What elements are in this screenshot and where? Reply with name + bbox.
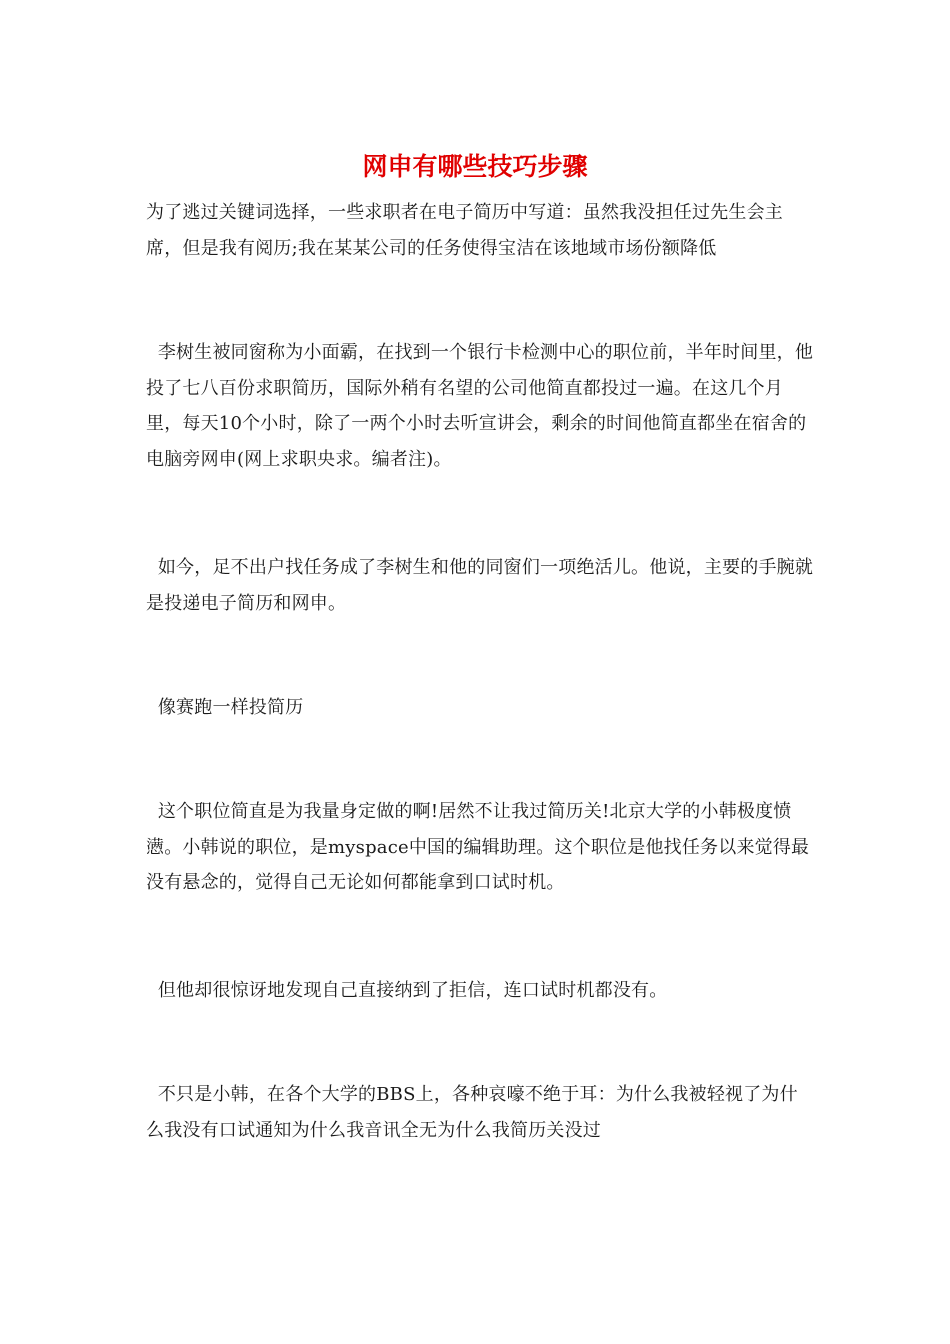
paragraph-intro: 为了逃过关键词选择，一些求职者在电子简历中写道：虽然我没担任过先生会主席，但是我有阅历;我在某某公司的任务使得宝洁在该地域市场份额降低 [146,202,783,259]
paragraph-bbs-complaints: 不只是小韩，在各个大学的BBS上，各种哀嚎不绝于耳：为什么我被轻视了为什么我没有口试通知为什么我音讯全无为什么我简历关没过 [146,1084,798,1141]
paragraph-li-shusheng: 李树生被同窗称为小面霸，在找到一个银行卡检测中心的职位前，半年时间里，他投了七八百份求职简历，国际外稍有名望的公司他简直都投过一遍。在这几个月里，每天10个小时，除了一两个小时去听宣讲会，剩余的时间他简直都坐在宿舍的电脑旁网申(网上求职央求。编者注)。 [146,342,814,470]
document-title: 网申有哪些技巧步骤 [362,152,588,181]
paragraph-stay-home-job-search: 如今，足不出户找任务成了李树生和他的同窗们一项绝活儿。他说，主要的手腕就是投递电子简历和网申。 [146,557,814,614]
paragraph-rejection: 但他却很惊讶地发现自己直接纳到了拒信，连口试时机都没有。 [146,980,668,1001]
section-heading: 像赛跑一样投简历 [146,697,304,718]
paragraph-xiao-han: 这个职位简直是为我量身定做的啊!居然不让我过简历关!北京大学的小韩极度愤懑。小韩说的职位，是myspace中国的编辑助理。这个职位是他找任务以来觉得最没有悬念的，觉得自己无论如何都能拿到口试时机。 [146,801,810,893]
